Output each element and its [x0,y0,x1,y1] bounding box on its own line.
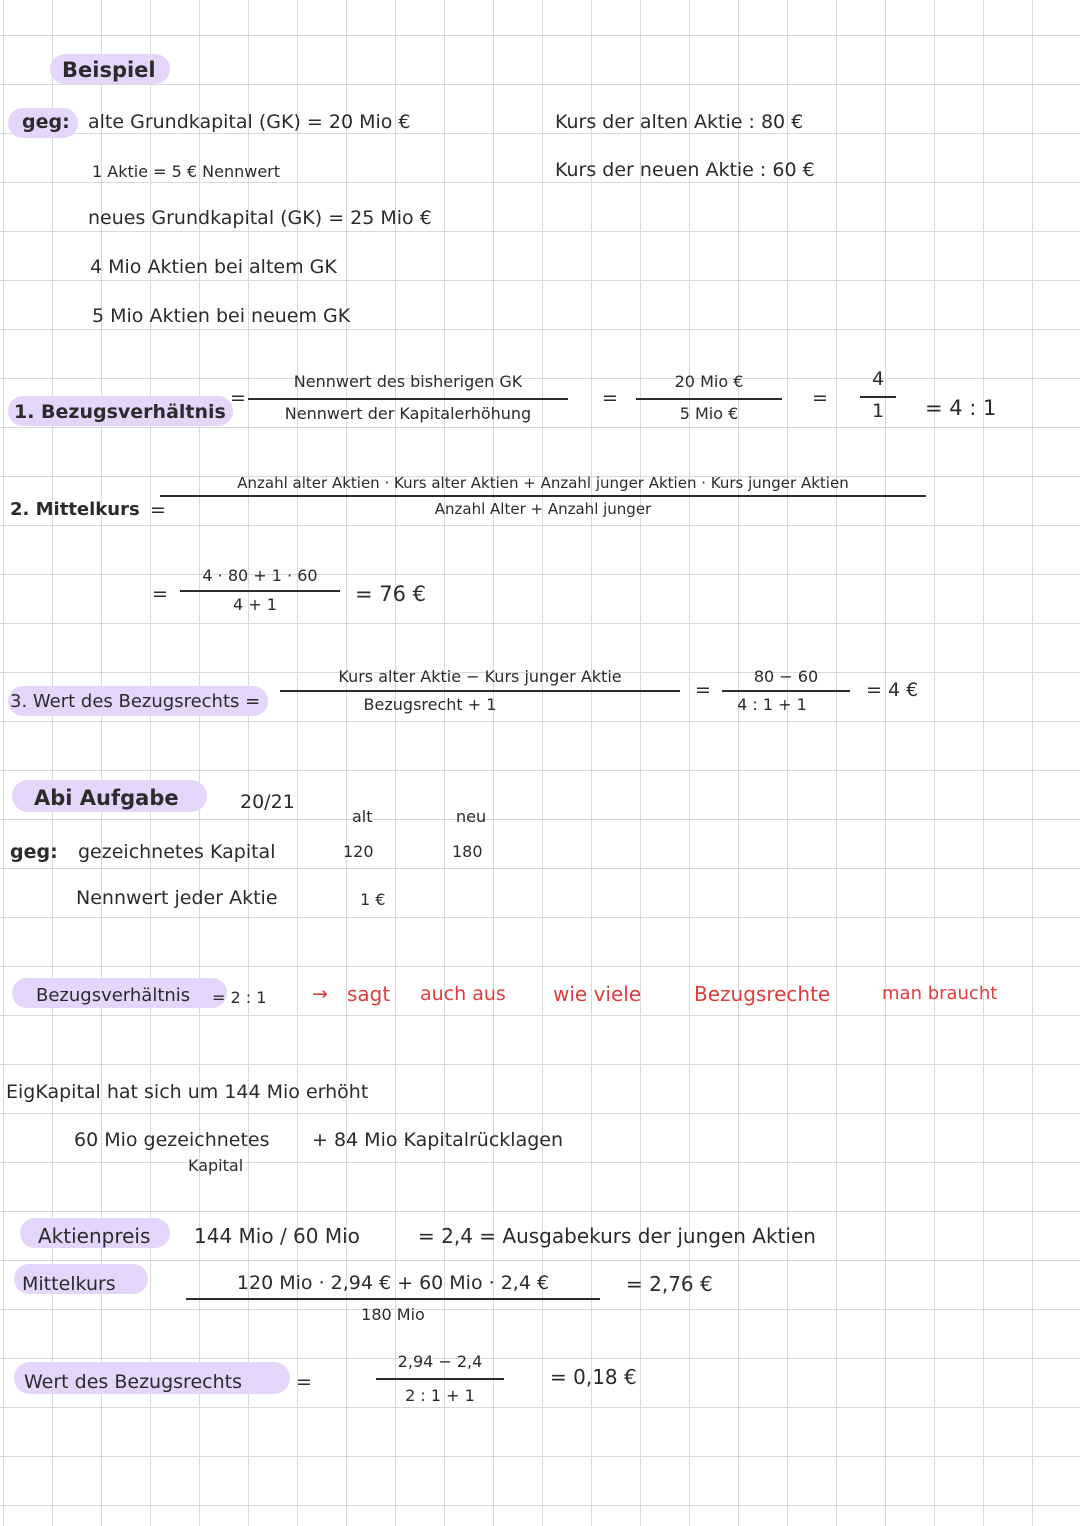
kurs-alte-aktie: Kurs der alten Aktie : 80 € [555,111,804,133]
mittelkurs-result: = 76 € [355,582,427,606]
given-line: neues Grundkapital (GK) = 25 Mio € [88,207,432,229]
fraction-denominator: 1 [871,400,885,422]
eigenkapital-part-2: + 84 Mio Kapitalrücklagen [312,1129,564,1151]
equals-sign: = [296,1371,312,1393]
equals-sign: = [812,387,828,409]
fraction-denominator: Bezugsrecht + 1 [363,695,497,714]
fraction-line [180,590,340,592]
note-text: sagt [347,982,391,1006]
note-text: auch aus [420,983,506,1005]
heading-abi-aufgabe: Abi Aufgabe [34,786,179,810]
note-text: man braucht [882,983,998,1004]
fraction-denominator: 4 + 1 [233,595,277,614]
note-text: wie viele [553,982,642,1006]
fraction-numerator: Kurs alter Aktie − Kurs junger Aktie [338,667,622,686]
heading-beispiel: Beispiel [62,58,156,82]
column-header-alt: alt [352,807,373,826]
fraction-line [186,1298,600,1300]
fraction-line [160,495,926,497]
wert-bezugsrecht-result: = 4 € [866,679,919,701]
column-header-neu: neu [456,807,487,826]
fraction-numerator: Anzahl alter Aktien · Kurs alter Aktien + Anzahl junger Aktien · Kurs junger Aktien [237,474,849,492]
row-label-gezeichnetes-kapital: gezeichnetes Kapital [78,841,276,863]
aktienpreis-result: = 2,4 = Ausgabekurs der jungen Aktien [418,1224,816,1248]
abi-bezugsverhaeltnis-value: = 2 : 1 [212,988,267,1007]
fraction-numerator: 2,94 − 2,4 [397,1352,483,1371]
given-line: 1 Aktie = 5 € Nennwert [92,162,281,181]
note-text: Bezugsrechte [694,982,831,1006]
equals-sign: = [230,387,246,409]
equals-sign: = [602,387,618,409]
abi-bezugsverhaeltnis-label: Bezugsverhältnis [36,985,191,1006]
kurs-neue-aktie: Kurs der neuen Aktie : 60 € [555,159,815,181]
bezugsverhaeltnis-result: = 4 : 1 [925,396,997,420]
given-line: alte Grundkapital (GK) = 20 Mio € [88,111,411,133]
row-label-nennwert: Nennwert jeder Aktie [76,887,278,909]
fraction-denominator: Nennwert der Kapitalerhöhung [284,404,532,423]
fraction-line [280,690,680,692]
abi-mittelkurs-result: = 2,76 € [626,1272,713,1296]
fraction-denominator: 4 : 1 + 1 [737,695,807,714]
fraction-denominator: Anzahl Alter + Anzahl junger [434,500,652,518]
fraction-line [248,398,568,400]
fraction-numerator: 120 Mio · 2,94 € + 60 Mio · 2,4 € [236,1272,550,1294]
given-line: 5 Mio Aktien bei neuem GK [92,305,351,327]
value-neu-kapital: 180 [452,842,483,861]
abi-year: 20/21 [240,791,295,813]
abi-mittelkurs-label: Mittelkurs [22,1273,116,1295]
eigenkapital-part-1: 60 Mio gezeichnetes [74,1129,270,1151]
equals-sign: = [150,499,166,521]
given-line: 4 Mio Aktien bei altem GK [90,256,337,278]
aktienpreis-calc: 144 Mio / 60 Mio [194,1224,360,1248]
abi-geg-label: geg: [10,841,58,863]
aktienpreis-label: Aktienpreis [38,1224,151,1248]
fraction-numerator: Nennwert des bisherigen GK [293,372,523,391]
geg-label: geg: [22,111,70,133]
fraction-numerator: 20 Mio € [674,372,744,391]
fraction-denominator: 180 Mio [361,1305,425,1324]
fraction-numerator: 80 − 60 [753,667,819,686]
value-alt-kapital: 120 [343,842,374,861]
equals-sign: = [695,679,711,701]
wert-bezugsrecht-label: 3. Wert des Bezugsrechts = [10,691,261,712]
mittelkurs-label: 2. Mittelkurs [10,499,140,520]
eigenkapital-line: EigKapital hat sich um 144 Mio erhöht [6,1081,369,1103]
fraction-denominator: 2 : 1 + 1 [405,1386,475,1405]
abi-wert-result: = 0,18 € [550,1365,637,1389]
fraction-numerator: 4 [871,368,885,390]
fraction-line [722,690,850,692]
fraction-denominator: 5 Mio € [679,404,739,423]
bezugsverhaeltnis-label: 1. Bezugsverhältnis [14,401,226,423]
fraction-line [636,398,782,400]
fraction-line [376,1378,504,1380]
equals-sign: = [152,583,168,605]
fraction-numerator: 4 · 80 + 1 · 60 [202,566,318,585]
eigenkapital-part-1b: Kapital [188,1156,244,1175]
abi-wert-label: Wert des Bezugsrechts [24,1371,242,1393]
arrow-icon: → [312,983,328,1005]
value-alt-nennwert: 1 € [360,890,386,909]
fraction-line [860,396,896,398]
